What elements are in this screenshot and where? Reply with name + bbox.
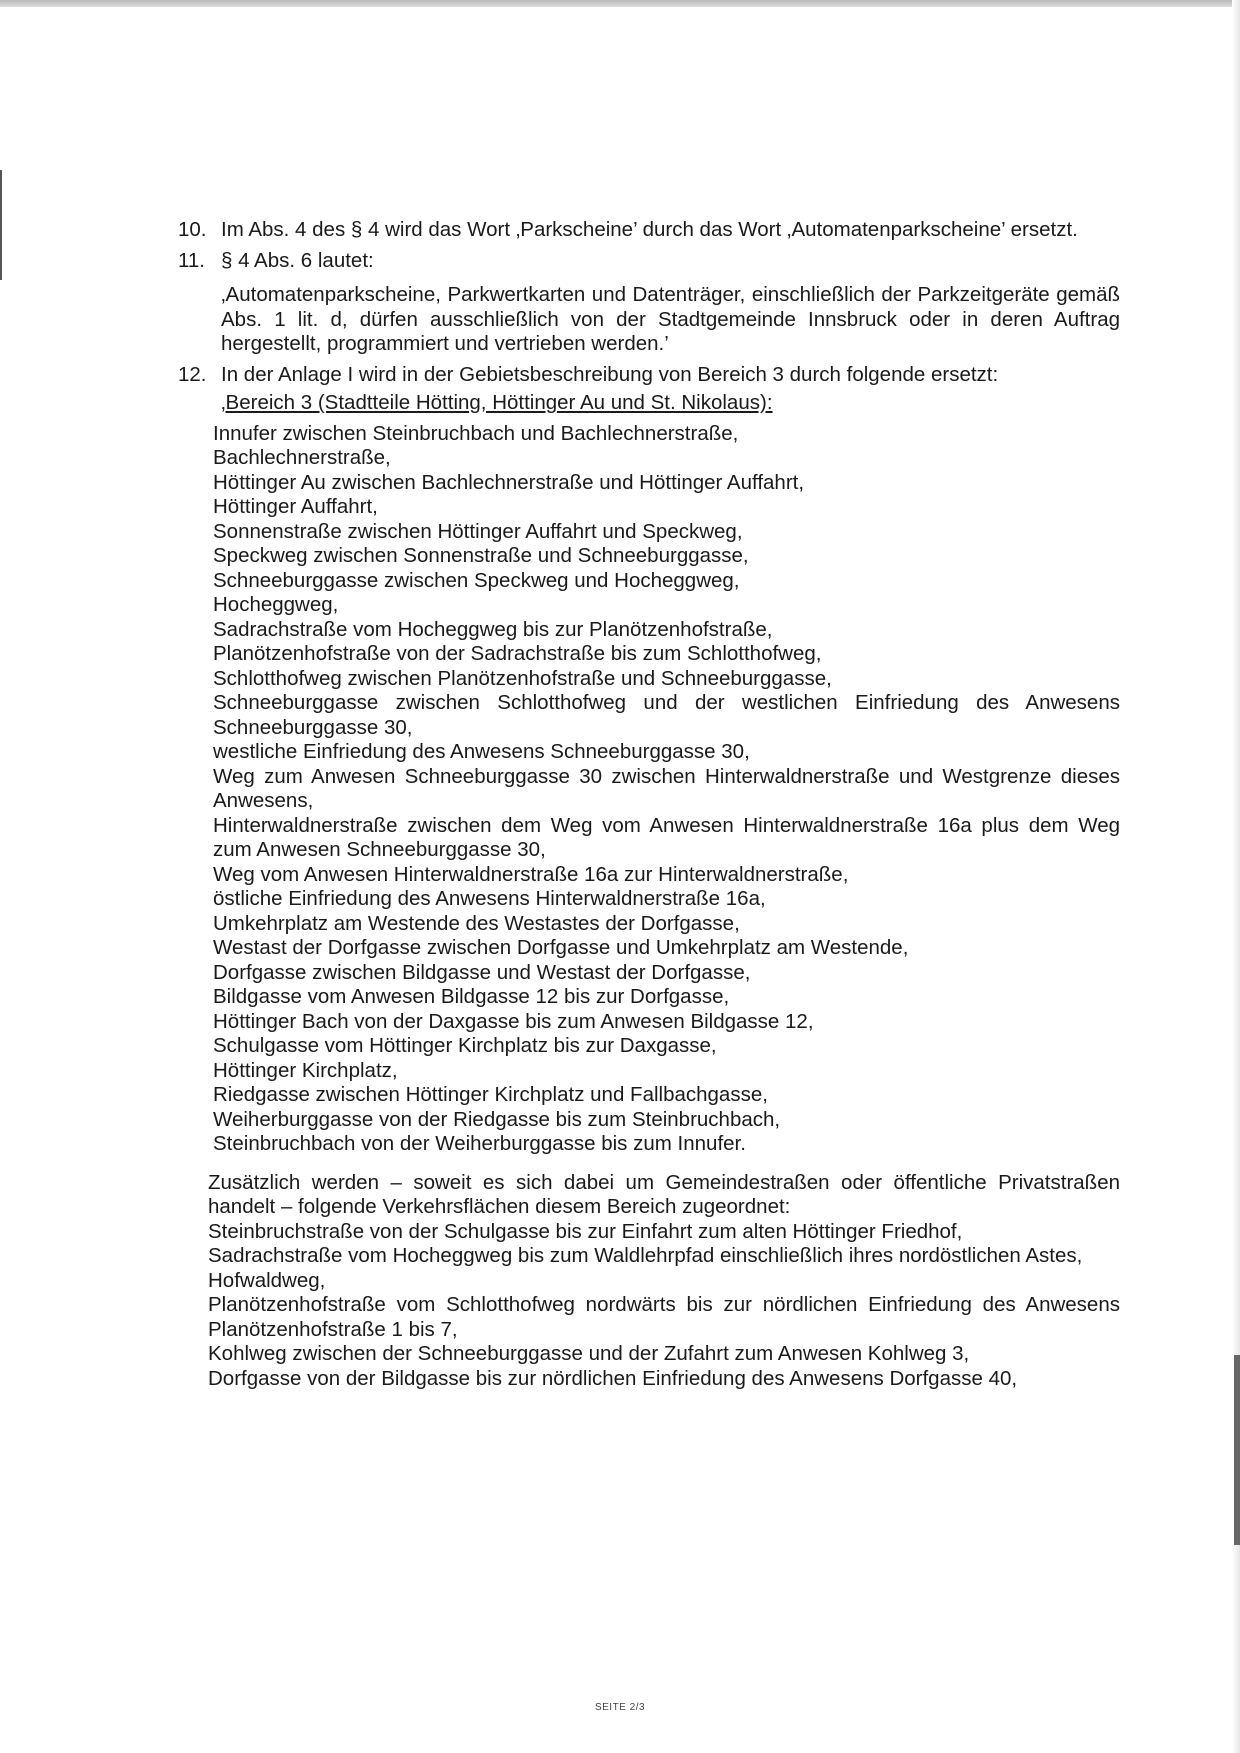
street-line: Weiherburggasse von der Riedgasse bis zum Steinbruchbach, — [213, 1107, 781, 1131]
area-heading: ‚Bereich 3 (Stadtteile Hötting, Höttinger Au und St. Nikolaus): — [221, 391, 773, 414]
street-line: Planötzenhofstraße von der Sadrachstraße bis zum Schlotthofweg, — [213, 642, 822, 665]
additional-list — [208, 1220, 1120, 1392]
street-line: Höttinger Kirchplatz, — [213, 1058, 398, 1082]
street-line: Steinbruchbach von der Weiherburggasse bis zum Innufer. — [213, 1132, 746, 1155]
street-line: Höttinger Bach von der Daxgasse bis zum Anwesen Bildgasse 12, — [213, 1009, 814, 1033]
page-footer: SEITE 2/3 — [594, 1702, 646, 1713]
street-line: Schulgasse vom Höttinger Kirchplatz bis zur Daxgasse, — [213, 1034, 717, 1057]
street-line: Schneeburggasse zwischen Schlotthofweg und der westlichen Einfriedung des Anwesens Schneeburggasse 30, — [213, 691, 1120, 739]
street-line: Weg vom Anwesen Hinterwaldnerstraße 16a zur Hinterwaldnerstraße, — [213, 862, 849, 886]
street-line: Höttinger Auffahrt, — [213, 495, 378, 518]
document-body — [178, 218, 1120, 1397]
street-line: Sonnenstraße zwischen Höttinger Auffahrt und Speckweg, — [213, 519, 743, 543]
item-number: 11. — [178, 248, 205, 272]
street-line: westliche Einfriedung des Anwesens Schneeburggasse 30, — [213, 740, 750, 763]
street-line: östliche Einfriedung des Anwesens Hinterwaldnerstraße 16a, — [213, 887, 766, 910]
additional-section — [208, 1171, 1120, 1392]
item-number: 12. — [178, 362, 207, 386]
street-line: Dorfgasse von der Bildgasse bis zur nördlichen Einfriedung des Anwesens Dorfgasse 40, — [208, 1366, 1018, 1390]
area-description — [213, 422, 1120, 1157]
list-item-11 — [178, 249, 1120, 357]
street-line: Schlotthofweg zwischen Planötzenhofstraße und Schneeburggasse, — [213, 666, 832, 690]
street-line: Riedgasse zwischen Höttinger Kirchplatz und Fallbachgasse, — [213, 1083, 768, 1106]
additional-intro: Zusätzlich werden – soweit es sich dabei um Gemeindestraßen oder öffentliche Privatstraßen handelt – folgende Verkehrsflächen diesem Bereich zugeordnet: — [208, 1170, 1120, 1218]
street-line: Kohlweg zwischen der Schneeburggasse und der Zufahrt zum Anwesen Kohlweg 3, — [208, 1342, 970, 1365]
street-line: Westast der Dorfgasse zwischen Dorfgasse und Umkehrplatz am Westende, — [213, 936, 909, 959]
street-line: Innufer zwischen Steinbruchbach und Bachlechnerstraße, — [213, 421, 739, 445]
list-item-10 — [178, 218, 1120, 243]
item-text: Im Abs. 4 des § 4 wird das Wort ‚Parkscheine’ durch das Wort ‚Automatenparkscheine’ ersetzt. — [221, 218, 1078, 241]
street-line: Sadrachstraße vom Hocheggweg bis zum Waldlehrpfad einschließlich ihres nordöstlichen Astes, — [208, 1244, 1083, 1267]
street-line: Schneeburggasse zwischen Speckweg und Hocheggweg, — [213, 568, 740, 592]
quoted-paragraph: ‚Automatenparkscheine, Parkwertkarten und Datenträger, einschließlich der Parkzeitgeräte gemäß Abs. 1 lit. d, dürfen ausschließlich von der Stadtgemeinde Innsbruck oder in deren Auftrag hergestellt, programmiert und vertrieben werden.’ — [221, 283, 1120, 355]
street-line: Umkehrplatz am Westende des Westastes der Dorfgasse, — [213, 911, 740, 935]
item-number: 10. — [178, 218, 207, 241]
item-text: § 4 Abs. 6 lautet: — [221, 248, 374, 272]
street-line: Speckweg zwischen Sonnenstraße und Schneeburggasse, — [213, 544, 749, 567]
street-line: Steinbruchstraße von der Schulgasse bis zur Einfahrt zum alten Höttinger Friedhof, — [208, 1219, 963, 1243]
street-line: Dorfgasse zwischen Bildgasse und Westast der Dorfgasse, — [213, 960, 751, 984]
item-text: In der Anlage I wird in der Gebietsbeschreibung von Bereich 3 durch folgende ersetzt: — [221, 362, 999, 386]
scan-mark-right — [1234, 1355, 1240, 1545]
street-line: Sadrachstraße vom Hocheggweg bis zur Planötzenhofstraße, — [213, 617, 773, 641]
street-line: Hofwaldweg, — [208, 1268, 326, 1292]
street-line: Bachlechnerstraße, — [213, 446, 391, 469]
scan-edge-top — [0, 0, 1240, 7]
street-line: Hinterwaldnerstraße zwischen dem Weg vom Anwesen Hinterwaldnerstraße 16a plus dem Weg zum Anwesen Schneeburggasse 30, — [213, 813, 1120, 861]
street-line: Bildgasse vom Anwesen Bildgasse 12 bis zur Dorfgasse, — [213, 985, 730, 1008]
street-line: Hocheggweg, — [213, 593, 339, 616]
street-line: Höttinger Au zwischen Bachlechnerstraße und Höttinger Auffahrt, — [213, 470, 805, 494]
street-line: Planötzenhofstraße vom Schlotthofweg nordwärts bis zur nördlichen Einfriedung des Anwesens Planötzenhofstraße 1 bis 7, — [208, 1293, 1120, 1341]
list-item-12 — [178, 363, 1120, 1392]
scan-mark-left — [0, 170, 2, 280]
street-line: Weg zum Anwesen Schneeburggasse 30 zwischen Hinterwaldnerstraße und Westgrenze dieses Anwesens, — [213, 764, 1120, 812]
